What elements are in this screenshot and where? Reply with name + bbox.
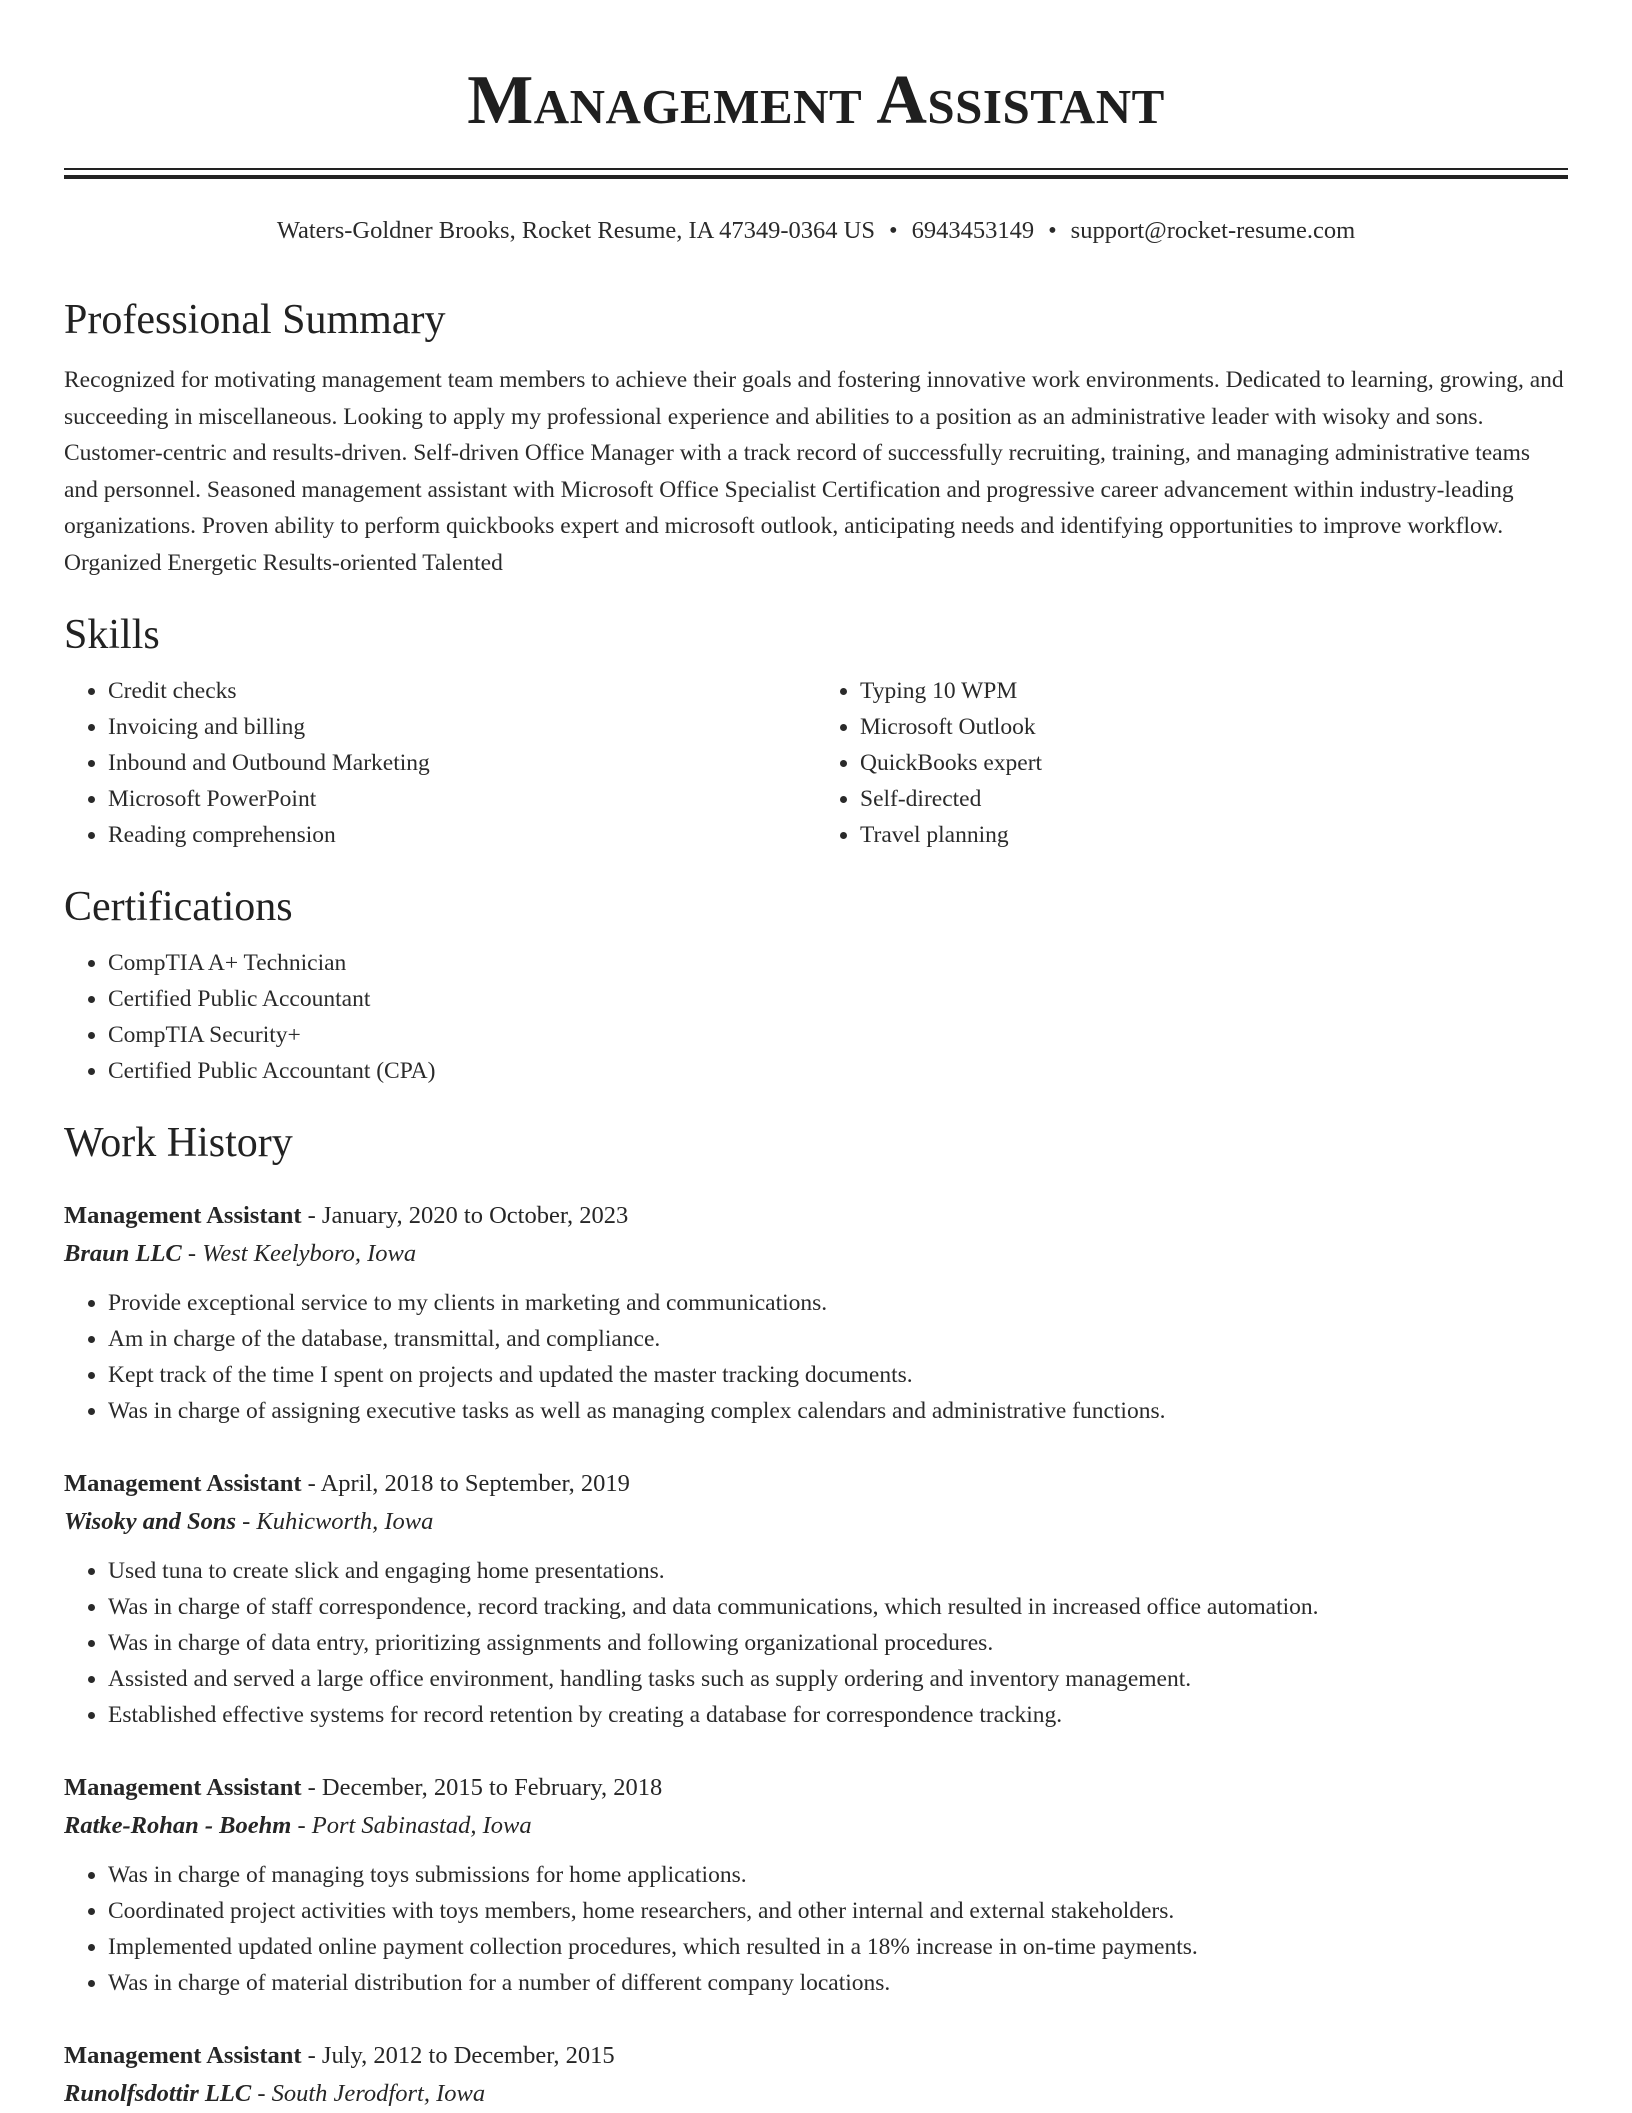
job-header bbox=[64, 1197, 1568, 1235]
contact-address: Waters-Goldner Brooks, Rocket Resume, IA 47349-0364 US bbox=[276, 217, 876, 244]
job-dates: - January, 2020 to October, 2023 bbox=[301, 1202, 629, 1229]
job-company-line bbox=[64, 1503, 1568, 1541]
contact-line bbox=[64, 214, 1568, 248]
contact-separator: • bbox=[889, 217, 898, 244]
job-location: - West Keelyboro, Iowa bbox=[181, 1240, 417, 1267]
job-bullet: • Implemented updated online payment collection procedures, which resulted in a 18% increase in on-time payments. bbox=[108, 1929, 1568, 1965]
contact-email: support@rocket-resume.com bbox=[1070, 217, 1356, 244]
job-bullet: • Used tuna to create slick and engaging home presentations. bbox=[108, 1553, 1568, 1589]
job-entry bbox=[64, 1465, 1568, 1733]
job-location: - Kuhicworth, Iowa bbox=[236, 1508, 434, 1535]
contact-separator: • bbox=[1048, 217, 1057, 244]
skill-item: • Microsoft PowerPoint bbox=[108, 781, 816, 817]
job-entry bbox=[64, 1769, 1568, 2001]
job-dates: - April, 2018 to September, 2019 bbox=[301, 1470, 630, 1497]
skill-item: • QuickBooks expert bbox=[860, 745, 1568, 781]
job-bullet: • Coordinated project activities with toys members, home researchers, and other internal and external stakeholders. bbox=[108, 1893, 1568, 1929]
job-bullets bbox=[64, 1857, 1568, 2001]
skill-item: • Microsoft Outlook bbox=[860, 709, 1568, 745]
certifications-section bbox=[64, 875, 1568, 1089]
job-bullet: • Was in charge of material distribution for a number of different company locations. bbox=[108, 1965, 1568, 2001]
job-bullet: • Provide exceptional service to my clients in marketing and communications. bbox=[108, 1285, 1568, 1321]
job-company-line bbox=[64, 1807, 1568, 1845]
certification-item: • Certified Public Accountant (CPA) bbox=[108, 1053, 1568, 1089]
job-company: Braun LLC bbox=[64, 1240, 182, 1267]
skill-item: • Typing 10 WPM bbox=[860, 673, 1568, 709]
job-bullets bbox=[64, 1285, 1568, 1429]
job-entry bbox=[64, 1197, 1568, 1429]
job-bullet: • Am in charge of the database, transmittal, and compliance. bbox=[108, 1321, 1568, 1357]
certification-item: • CompTIA A+ Technician bbox=[108, 945, 1568, 981]
skill-item: • Credit checks bbox=[108, 673, 816, 709]
job-header bbox=[64, 2037, 1568, 2075]
resume-name: Management Assistant bbox=[467, 62, 1165, 139]
skill-item: • Invoicing and billing bbox=[108, 709, 816, 745]
skill-item: • Reading comprehension bbox=[108, 817, 816, 853]
job-company-line bbox=[64, 2075, 1568, 2113]
skills-list-right bbox=[816, 673, 1568, 853]
job-company: Ratke-Rohan - Boehm bbox=[64, 1812, 292, 1839]
job-location: - Port Sabinastad, Iowa bbox=[291, 1812, 532, 1839]
work-history-section bbox=[64, 1111, 1568, 2113]
skill-item: • Self-directed bbox=[860, 781, 1568, 817]
job-entry bbox=[64, 2037, 1568, 2113]
job-bullet: • Was in charge of assigning executive tasks as well as managing complex calendars and administrative functions. bbox=[108, 1393, 1568, 1429]
job-company: Runolfsdottir LLC bbox=[64, 2080, 252, 2107]
job-bullet: • Assisted and served a large office environment, handling tasks such as supply ordering and inventory management. bbox=[108, 1661, 1568, 1697]
job-dates: - December, 2015 to February, 2018 bbox=[301, 1774, 663, 1801]
skill-item: • Inbound and Outbound Marketing bbox=[108, 745, 816, 781]
job-bullet: • Was in charge of data entry, prioritizing assignments and following organizational procedures. bbox=[108, 1625, 1568, 1661]
job-location: - South Jerodfort, Iowa bbox=[251, 2080, 486, 2107]
job-company: Wisoky and Sons bbox=[64, 1508, 237, 1535]
job-bullet: • Established effective systems for record retention by creating a database for correspondence tracking. bbox=[108, 1697, 1568, 1733]
skills-section bbox=[64, 603, 1568, 853]
job-header bbox=[64, 1465, 1568, 1503]
certification-item: • Certified Public Accountant bbox=[108, 981, 1568, 1017]
summary-heading: Professional Summary bbox=[64, 297, 446, 343]
contact-phone: 6943453149 bbox=[911, 217, 1035, 244]
skill-item: • Travel planning bbox=[860, 817, 1568, 853]
header-divider-thin bbox=[64, 168, 1568, 170]
skills-heading: Skills bbox=[64, 612, 160, 658]
job-title: Management Assistant bbox=[64, 1774, 302, 1801]
job-bullet: • Kept track of the time I spent on projects and updated the master tracking documents. bbox=[108, 1357, 1568, 1393]
job-title: Management Assistant bbox=[64, 2042, 302, 2069]
skills-columns bbox=[64, 673, 1568, 853]
job-title: Management Assistant bbox=[64, 1202, 302, 1229]
resume-body bbox=[64, 288, 1568, 2113]
skills-list-left bbox=[64, 673, 816, 853]
summary-text: Recognized for motivating management team members to achieve their goals and fostering innovative work environments. Dedicated to learning, growing, and succeeding in miscellaneous. Looking to apply my professional experience and abilities to a position as an administrative leader with wisoky and sons. Customer-centric and results-driven. Self-driven Office Manager with a track record of successfully recruiting, training, and managing administrative teams and personnel. Seasoned management assistant with Microsoft Office Specialist Certification and progressive career advancement within industry-leading organizations. Proven ability to perform quickbooks expert and microsoft outlook, anticipating needs and identifying opportunities to improve workflow. Organized Energetic Results-oriented Talented bbox=[64, 367, 1564, 576]
work-history-heading: Work History bbox=[64, 1120, 293, 1166]
job-company-line bbox=[64, 1235, 1568, 1273]
job-bullet: • Was in charge of managing toys submissions for home applications. bbox=[108, 1857, 1568, 1893]
job-bullets bbox=[64, 1553, 1568, 1733]
certifications-list bbox=[64, 945, 1568, 1089]
header-divider-thick bbox=[64, 175, 1568, 179]
summary-section bbox=[64, 288, 1568, 581]
job-bullet: • Was in charge of staff correspondence, record tracking, and data communications, which resulted in increased office automation. bbox=[108, 1589, 1568, 1625]
certifications-heading: Certifications bbox=[64, 884, 293, 930]
job-title: Management Assistant bbox=[64, 1470, 302, 1497]
job-dates: - July, 2012 to December, 2015 bbox=[301, 2042, 615, 2069]
certification-item: • CompTIA Security+ bbox=[108, 1017, 1568, 1053]
job-header bbox=[64, 1769, 1568, 1807]
